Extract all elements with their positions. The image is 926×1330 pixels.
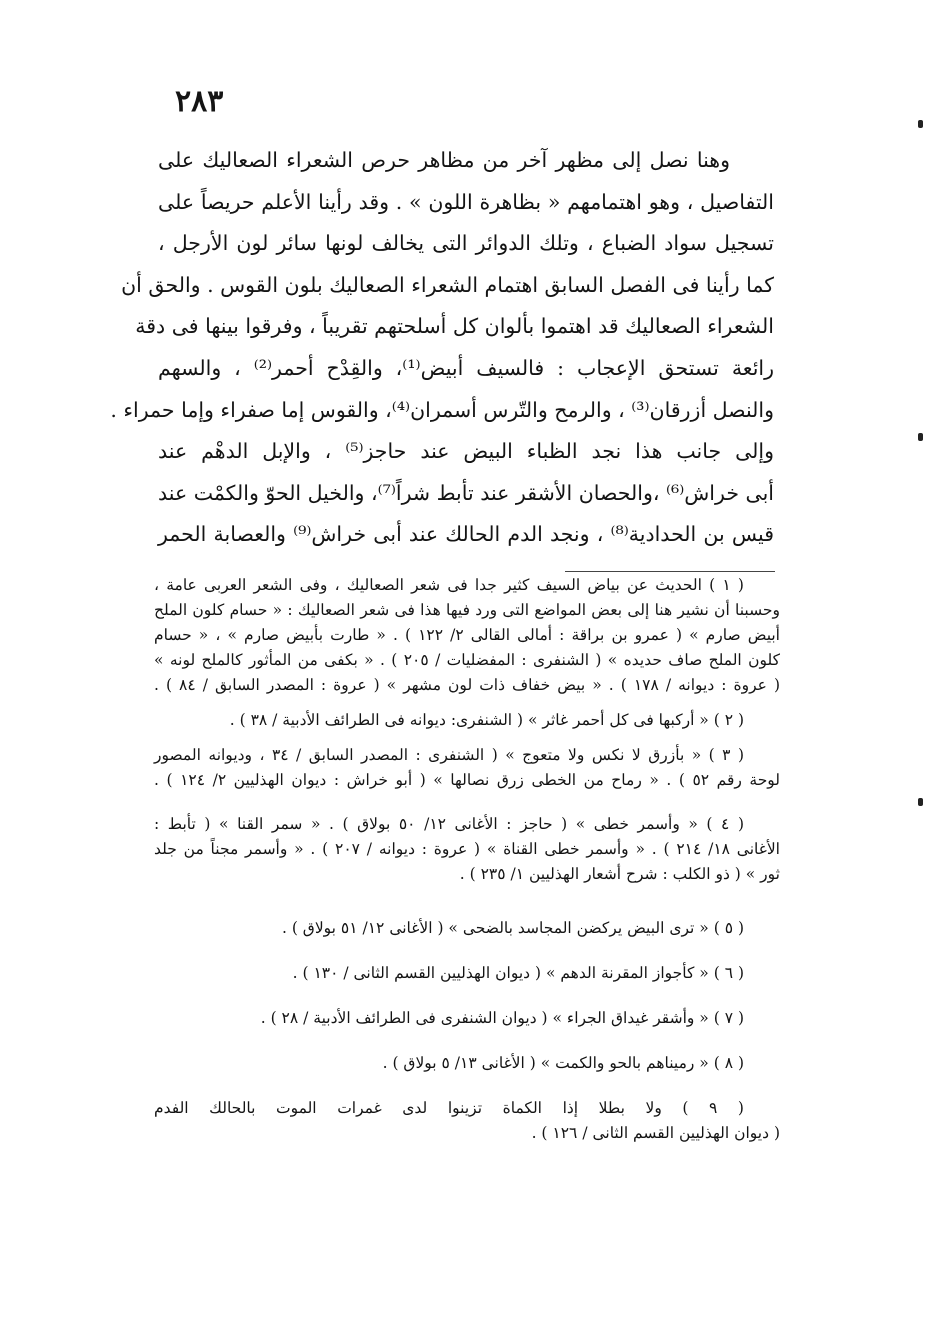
footnote-line: أبيض صارم » ( عمرو بن براقة : أمالى القالى ٢/ ١٢٢ ) . « طارت بأبيض صارم » ، « حسام xyxy=(154,626,780,644)
body-line: التفاصيل ، وهو اهتمامهم « بظاهرة اللون » . وقد رأينا الأعلم حريصاً على xyxy=(158,189,774,214)
footnote-divider xyxy=(565,571,775,572)
footnote-1 xyxy=(154,573,780,698)
body-line: والنصل أزرقان⁽³⁾ ، والرمح والتّرس أسمران⁽⁴⁾، والقوس إما صفراء وإما حمراء . xyxy=(110,397,774,422)
footnote-4 xyxy=(154,812,780,887)
body-line: الشعراء الصعاليك قد اهتموا بألوان كل أسلحتهم تقريباً ، وفرقوا بينها فى دقة xyxy=(135,314,774,339)
body-line: وهنا نصل إلى مظهر آخر من مظاهر حرص الشعراء الصعاليك على xyxy=(158,148,730,172)
scan-mark xyxy=(918,798,923,806)
scan-mark xyxy=(918,120,923,128)
footnote-line: ( ٩ ) ولا بطلا إذا الكماة تزينوا لدى غمرات الموت بالحالك الفدم xyxy=(154,1099,744,1117)
footnote-8: ( ٨ ) « رميناهم بالحو والكمت » ( الأغانى ١٣/ ٥ بولاق ) . xyxy=(382,1054,744,1072)
body-line: أبى خراش⁽⁶⁾ ،والحصان الأشقر عند تأبط شراً⁽⁷⁾، والخيل الحوّ والكمْت عند xyxy=(158,480,774,505)
footnote-line: وحسبنا أن نشير هنا إلى بعض المواضع التى ورد فيها هذا فى شعر الصعاليك : « حسام كلون الملح xyxy=(154,601,780,619)
footnote-line: ( ٤ ) « وأسمر خطى » ( حاجز : الأغانى ١٢/ ٥٠ بولاق ) . « سمر القنا » ( تأبط : xyxy=(154,815,744,833)
footnote-line: ( ٣ ) « بأزرق لا نكس ولا متعوج » ( الشنفرى : المصدر السابق / ٣٤ ، وديوانه المصور xyxy=(154,746,744,764)
scan-mark xyxy=(918,433,923,441)
footnote-9 xyxy=(154,1096,780,1146)
footnotes xyxy=(154,573,780,1146)
footnote-2: ( ٢ ) « أركبها فى كل أحمر غاثر » ( الشنفرى: ديوانه فى الطرائف الأدبية / ٣٨ ) . xyxy=(229,711,744,729)
footnote-line: ( عروة : ديوانه / ١٧٨ ) . « بيض خفاف ذات لون مشهر » ( عروة : المصدر السابق / ٨٤ ) . xyxy=(154,676,781,694)
body-line: رائعة تستحق الإعجاب : فالسيف أبيض⁽¹⁾، والقِدْح أحمر⁽²⁾ ، والسهم xyxy=(158,355,774,380)
body-line: تسجيل سواد الضباع ، وتلك الدوائر التى يخالف لونها سائر لون الأرجل ، xyxy=(158,231,774,256)
body-line: وإلى جانب هذا نجد الظباء البيض عند حاجز⁽⁵⁾ ، والإبل الدهْم عند xyxy=(158,439,774,464)
page-number: ٢٨٣ xyxy=(175,84,224,119)
footnote-5: ( ٥ ) « ترى البيض يركضن المجاسد بالضحى » ( الأغانى ١٢/ ٥١ بولاق ) . xyxy=(281,919,744,937)
footnote-line: كلون الملح صاف حديده » ( الشنفرى : المفضليات / ٢٠٥ ) . « بكفى من المأثور كالملح لونه » xyxy=(154,651,780,669)
footnote-line: ثور » ( ذو الكلب : شرح أشعار الهذليين ١/ ٢٣٥ ) . xyxy=(459,865,780,883)
footnote-6: ( ٦ ) « كأجواز المقرنة الدهم » ( ديوان الهذليين القسم الثانى / ١٣٠ ) . xyxy=(292,964,744,982)
footnote-3 xyxy=(154,743,780,793)
footnote-line: ( ديوان الهذليين القسم الثانى / ١٢٦ ) . xyxy=(531,1124,780,1142)
body-line: كما رأينا فى الفصل السابق اهتمام الشعراء الصعاليك بلون القوس . والحق أن xyxy=(121,272,774,297)
footnote-line: الأغانى ١٨/ ٢١٤ ) . « وأسمر خطى القناة » ( عروة : ديوانه / ٢٠٧ ) . « وأسمر مجناً من جلد xyxy=(154,840,780,858)
main-paragraph xyxy=(110,140,775,556)
body-line: قيس بن الحدادية⁽⁸⁾ ، ونجد الدم الحالك عند أبى خراش⁽⁹⁾ والعصابة الحمر xyxy=(158,522,775,547)
footnote-7: ( ٧ ) « وأشقر غيداق الجراء » ( ديوان الشنفرى فى الطرائف الأدبية / ٢٨ ) . xyxy=(260,1009,744,1027)
footnote-line: ( ١ ) الحديث عن بياض السيف كثير جدا فى شعر الصعاليك ، وفى الشعر العربى عامة ، xyxy=(154,576,744,594)
footnote-line: لوحة رقم ٥٢ ) . « رماح من الخطى زرق نصالها » ( أبو خراش : ديوان الهذليين ٢/ ١٢٤ ) . xyxy=(154,771,781,789)
